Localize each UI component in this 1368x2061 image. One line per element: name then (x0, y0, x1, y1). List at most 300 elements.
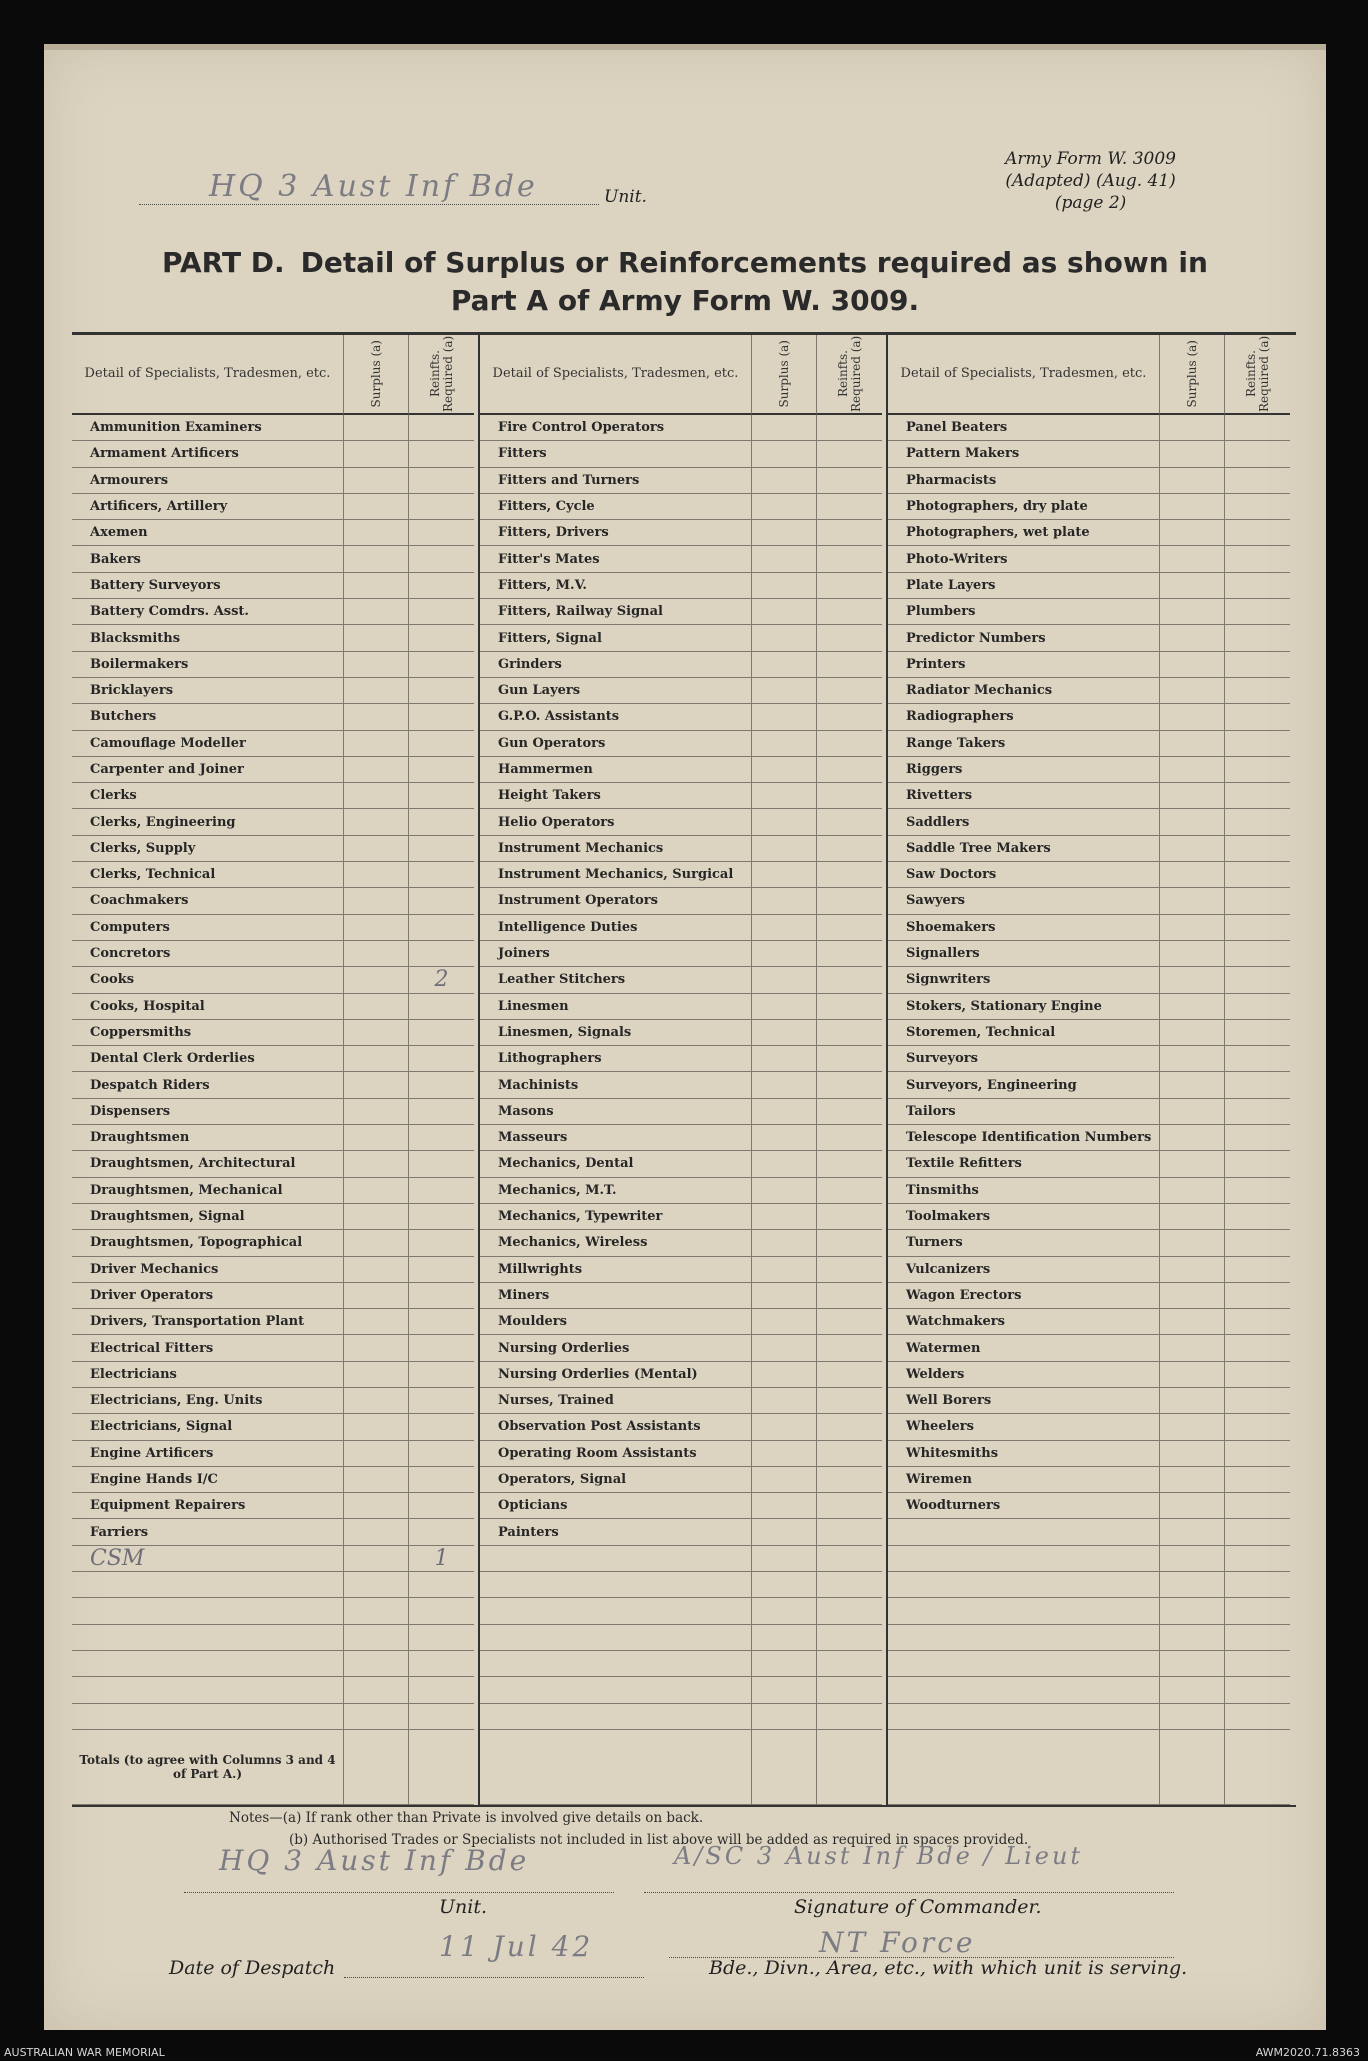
reinforcements-cell[interactable] (817, 731, 882, 757)
reinforcements-cell[interactable] (409, 1414, 474, 1440)
blank-entry-cell[interactable] (1225, 1546, 1290, 1572)
added-trade-name[interactable]: CSM (72, 1546, 344, 1572)
surplus-cell[interactable] (344, 441, 409, 467)
reinforcements-cell[interactable] (1225, 599, 1290, 625)
reinforcements-cell[interactable] (817, 704, 882, 730)
reinforcements-cell[interactable] (817, 415, 882, 441)
reinforcements-cell[interactable] (1225, 494, 1290, 520)
surplus-cell[interactable] (752, 652, 817, 678)
surplus-cell[interactable] (1160, 1099, 1225, 1125)
surplus-cell[interactable] (344, 862, 409, 888)
surplus-cell[interactable] (752, 731, 817, 757)
surplus-cell[interactable] (1160, 915, 1225, 941)
surplus-cell[interactable] (344, 967, 409, 993)
reinforcements-cell[interactable] (1225, 1151, 1290, 1177)
reinforcements-cell[interactable] (409, 862, 474, 888)
surplus-cell[interactable] (344, 1257, 409, 1283)
blank-entry-cell[interactable] (344, 1625, 409, 1651)
reinforcements-cell[interactable] (1225, 1388, 1290, 1414)
reinforcements-cell[interactable] (409, 994, 474, 1020)
surplus-cell[interactable] (1160, 1441, 1225, 1467)
surplus-cell[interactable] (752, 1020, 817, 1046)
reinforcements-cell[interactable] (1225, 1125, 1290, 1151)
blank-entry-cell[interactable] (480, 1598, 752, 1624)
surplus-cell[interactable] (752, 704, 817, 730)
surplus-cell[interactable] (752, 836, 817, 862)
reinforcements-cell[interactable] (409, 1309, 474, 1335)
totals-required[interactable] (817, 1730, 882, 1805)
reinforcements-cell[interactable] (1225, 915, 1290, 941)
blank-entry-cell[interactable] (344, 1651, 409, 1677)
reinforcements-cell[interactable] (817, 1388, 882, 1414)
surplus-cell[interactable] (1160, 1020, 1225, 1046)
surplus-cell[interactable] (1160, 967, 1225, 993)
reinforcements-cell[interactable] (1225, 520, 1290, 546)
reinforcements-cell[interactable] (1225, 783, 1290, 809)
reinforcements-cell[interactable] (817, 625, 882, 651)
surplus-cell[interactable] (344, 1204, 409, 1230)
reinforcements-cell[interactable] (1225, 757, 1290, 783)
blank-entry-cell[interactable] (888, 1572, 1160, 1598)
surplus-cell[interactable] (344, 573, 409, 599)
blank-entry-cell[interactable] (888, 1546, 1160, 1572)
surplus-cell[interactable] (344, 888, 409, 914)
surplus-cell[interactable] (344, 546, 409, 572)
surplus-cell[interactable] (1160, 1204, 1225, 1230)
reinforcements-cell[interactable] (1225, 1441, 1290, 1467)
reinforcements-cell[interactable] (409, 1046, 474, 1072)
reinforcements-cell[interactable] (817, 1020, 882, 1046)
surplus-cell[interactable] (752, 468, 817, 494)
reinforcements-cell[interactable] (1225, 1046, 1290, 1072)
reinforcements-cell[interactable] (1225, 415, 1290, 441)
reinforcements-cell[interactable] (1225, 1283, 1290, 1309)
blank-entry-cell[interactable] (752, 1651, 817, 1677)
blank-entry-cell[interactable] (72, 1572, 344, 1598)
reinforcements-cell[interactable] (409, 1493, 474, 1519)
reinforcements-cell[interactable] (409, 678, 474, 704)
blank-entry-cell[interactable] (72, 1704, 344, 1730)
surplus-cell[interactable] (344, 599, 409, 625)
blank-entry-cell[interactable] (752, 1598, 817, 1624)
reinforcements-cell[interactable] (409, 1125, 474, 1151)
reinforcements-cell[interactable] (817, 1072, 882, 1098)
reinforcements-cell[interactable] (817, 1230, 882, 1256)
surplus-cell[interactable] (344, 1230, 409, 1256)
surplus-cell[interactable] (344, 1519, 409, 1545)
reinforcements-cell[interactable] (409, 599, 474, 625)
blank-entry-cell[interactable] (72, 1598, 344, 1624)
surplus-cell[interactable] (752, 1257, 817, 1283)
blank-entry-cell[interactable] (817, 1546, 882, 1572)
blank-entry-cell[interactable] (480, 1625, 752, 1651)
surplus-cell[interactable] (1160, 652, 1225, 678)
blank-entry-cell[interactable] (817, 1625, 882, 1651)
reinforcements-cell[interactable] (409, 1204, 474, 1230)
surplus-cell[interactable] (344, 1493, 409, 1519)
blank-entry-cell[interactable] (1160, 1598, 1225, 1624)
reinforcements-cell[interactable] (409, 1362, 474, 1388)
reinforcements-cell[interactable] (409, 1335, 474, 1361)
reinforcements-cell[interactable] (409, 1441, 474, 1467)
surplus-cell[interactable] (752, 1125, 817, 1151)
surplus-cell[interactable] (1160, 1335, 1225, 1361)
blank-entry-cell[interactable] (344, 1704, 409, 1730)
surplus-cell[interactable] (752, 1283, 817, 1309)
totals-surplus[interactable] (752, 1730, 817, 1805)
surplus-cell[interactable] (1160, 520, 1225, 546)
surplus-cell[interactable] (752, 1362, 817, 1388)
surplus-cell[interactable] (1160, 1283, 1225, 1309)
reinforcements-cell[interactable] (1225, 704, 1290, 730)
reinforcements-cell[interactable] (409, 757, 474, 783)
blank-entry-cell[interactable] (1225, 1625, 1290, 1651)
surplus-cell[interactable] (1160, 625, 1225, 651)
surplus-cell[interactable] (344, 468, 409, 494)
blank-entry-cell[interactable] (888, 1704, 1160, 1730)
surplus-cell[interactable] (344, 1020, 409, 1046)
blank-entry-cell[interactable] (888, 1625, 1160, 1651)
blank-entry-cell[interactable] (72, 1677, 344, 1703)
blank-entry-cell[interactable] (817, 1572, 882, 1598)
blank-entry-cell[interactable] (409, 1677, 474, 1703)
reinforcements-cell[interactable] (1225, 1099, 1290, 1125)
surplus-cell[interactable] (1160, 1388, 1225, 1414)
reinforcements-cell[interactable] (409, 1230, 474, 1256)
surplus-cell[interactable] (1160, 1309, 1225, 1335)
surplus-cell[interactable] (344, 783, 409, 809)
reinforcements-cell[interactable] (817, 1335, 882, 1361)
surplus-cell[interactable] (752, 1309, 817, 1335)
totals-required[interactable] (409, 1730, 474, 1805)
surplus-cell[interactable] (752, 941, 817, 967)
surplus-cell[interactable] (344, 731, 409, 757)
surplus-cell[interactable] (344, 1441, 409, 1467)
reinforcements-cell[interactable] (817, 1309, 882, 1335)
reinforcements-cell[interactable] (817, 1046, 882, 1072)
reinforcements-cell[interactable] (817, 1151, 882, 1177)
reinforcements-cell[interactable] (1225, 1178, 1290, 1204)
surplus-cell[interactable] (344, 1414, 409, 1440)
surplus-cell[interactable] (344, 1467, 409, 1493)
reinforcements-cell[interactable] (409, 520, 474, 546)
surplus-cell[interactable] (752, 994, 817, 1020)
surplus-cell[interactable] (344, 1388, 409, 1414)
reinforcements-cell[interactable] (817, 1441, 882, 1467)
reinforcements-cell[interactable] (409, 468, 474, 494)
reinforcements-cell[interactable] (409, 573, 474, 599)
reinforcements-cell[interactable] (1225, 862, 1290, 888)
surplus-cell[interactable] (752, 1335, 817, 1361)
reinforcements-cell[interactable] (1225, 1020, 1290, 1046)
surplus-cell[interactable] (752, 783, 817, 809)
surplus-cell[interactable] (1160, 1151, 1225, 1177)
reinforcements-cell[interactable] (409, 441, 474, 467)
blank-entry-cell[interactable] (752, 1677, 817, 1703)
surplus-cell[interactable] (1160, 836, 1225, 862)
surplus-cell[interactable] (344, 994, 409, 1020)
blank-entry-cell[interactable] (817, 1598, 882, 1624)
reinforcements-cell[interactable] (817, 678, 882, 704)
surplus-cell[interactable] (1160, 941, 1225, 967)
reinforcements-cell[interactable] (409, 1467, 474, 1493)
surplus-cell[interactable] (344, 757, 409, 783)
surplus-cell[interactable] (752, 1493, 817, 1519)
reinforcements-cell[interactable]: 2 (409, 967, 474, 993)
blank-entry-cell[interactable] (409, 1598, 474, 1624)
reinforcements-cell[interactable] (1225, 1467, 1290, 1493)
surplus-cell[interactable] (752, 1467, 817, 1493)
surplus-cell[interactable] (752, 415, 817, 441)
surplus-cell[interactable] (752, 1388, 817, 1414)
reinforcements-cell[interactable] (1225, 1309, 1290, 1335)
reinforcements-cell[interactable] (817, 1204, 882, 1230)
surplus-cell[interactable] (344, 1362, 409, 1388)
reinforcements-cell[interactable] (1225, 809, 1290, 835)
surplus-cell[interactable] (752, 1099, 817, 1125)
blank-entry-cell[interactable] (480, 1704, 752, 1730)
surplus-cell[interactable] (1160, 994, 1225, 1020)
surplus-cell[interactable] (752, 757, 817, 783)
reinforcements-cell[interactable] (1225, 888, 1290, 914)
surplus-cell[interactable] (344, 915, 409, 941)
reinforcements-cell[interactable] (1225, 546, 1290, 572)
reinforcements-cell[interactable] (817, 599, 882, 625)
surplus-cell[interactable] (1160, 809, 1225, 835)
reinforcements-cell[interactable] (817, 862, 882, 888)
blank-entry-cell[interactable] (480, 1572, 752, 1598)
blank-entry-cell[interactable] (888, 1677, 1160, 1703)
surplus-cell[interactable] (344, 652, 409, 678)
surplus-cell[interactable] (344, 1099, 409, 1125)
reinforcements-cell[interactable] (817, 967, 882, 993)
surplus-cell[interactable] (344, 1046, 409, 1072)
surplus-cell[interactable] (1160, 1519, 1225, 1545)
reinforcements-cell[interactable] (409, 546, 474, 572)
reinforcements-cell[interactable] (1225, 441, 1290, 467)
surplus-cell[interactable] (344, 625, 409, 651)
reinforcements-cell[interactable] (817, 494, 882, 520)
reinforcements-cell[interactable] (1225, 1414, 1290, 1440)
surplus-cell[interactable] (752, 862, 817, 888)
blank-entry-cell[interactable] (409, 1572, 474, 1598)
reinforcements-cell[interactable] (817, 1283, 882, 1309)
reinforcements-cell[interactable] (817, 1467, 882, 1493)
blank-entry-cell[interactable] (817, 1677, 882, 1703)
surplus-cell[interactable] (752, 1178, 817, 1204)
surplus-cell[interactable] (752, 1072, 817, 1098)
reinforcements-cell[interactable] (1225, 967, 1290, 993)
surplus-cell[interactable] (344, 415, 409, 441)
surplus-cell[interactable] (1160, 1046, 1225, 1072)
reinforcements-cell[interactable] (817, 1362, 882, 1388)
surplus-cell[interactable] (1160, 1257, 1225, 1283)
reinforcements-cell[interactable] (817, 836, 882, 862)
blank-entry-cell[interactable] (344, 1677, 409, 1703)
surplus-cell[interactable] (1160, 415, 1225, 441)
surplus-cell[interactable] (1160, 757, 1225, 783)
surplus-cell[interactable] (752, 967, 817, 993)
reinforcements-cell[interactable] (817, 757, 882, 783)
blank-entry-cell[interactable] (752, 1625, 817, 1651)
surplus-cell[interactable] (1160, 573, 1225, 599)
surplus-cell[interactable] (752, 678, 817, 704)
reinforcements-cell[interactable] (817, 441, 882, 467)
surplus-cell[interactable] (1160, 704, 1225, 730)
reinforcements-cell[interactable] (1225, 836, 1290, 862)
blank-entry-cell[interactable] (1160, 1546, 1225, 1572)
blank-entry-cell[interactable] (480, 1651, 752, 1677)
surplus-cell[interactable] (752, 546, 817, 572)
blank-entry-cell[interactable] (888, 1651, 1160, 1677)
surplus-cell[interactable] (344, 704, 409, 730)
reinforcements-cell[interactable] (409, 1020, 474, 1046)
reinforcements-cell[interactable] (1225, 625, 1290, 651)
reinforcements-cell[interactable] (817, 783, 882, 809)
reinforcements-cell[interactable] (817, 1493, 882, 1519)
reinforcements-cell[interactable] (817, 1257, 882, 1283)
surplus-cell[interactable] (1160, 599, 1225, 625)
surplus-cell[interactable] (1160, 1072, 1225, 1098)
blank-entry-cell[interactable] (1225, 1651, 1290, 1677)
totals-required[interactable] (1225, 1730, 1290, 1805)
reinforcements-cell[interactable] (409, 1388, 474, 1414)
surplus-cell[interactable] (344, 809, 409, 835)
surplus-cell[interactable] (1160, 1467, 1225, 1493)
surplus-cell[interactable] (344, 1072, 409, 1098)
blank-entry-cell[interactable] (1225, 1677, 1290, 1703)
surplus-cell[interactable] (344, 1283, 409, 1309)
reinforcements-cell[interactable] (409, 625, 474, 651)
reinforcements-cell[interactable] (817, 941, 882, 967)
blank-entry-cell[interactable] (888, 1598, 1160, 1624)
reinforcements-cell[interactable] (409, 941, 474, 967)
blank-entry-cell[interactable] (409, 1704, 474, 1730)
surplus-cell[interactable] (1160, 546, 1225, 572)
surplus-cell[interactable] (752, 1519, 817, 1545)
surplus-cell[interactable] (752, 625, 817, 651)
reinforcements-cell[interactable] (1225, 678, 1290, 704)
surplus-cell[interactable] (752, 1414, 817, 1440)
blank-entry-cell[interactable] (1225, 1704, 1290, 1730)
reinforcements-cell[interactable] (409, 888, 474, 914)
reinforcements-cell[interactable] (817, 652, 882, 678)
surplus-cell[interactable] (1160, 1125, 1225, 1151)
reinforcements-cell[interactable] (1225, 652, 1290, 678)
surplus-cell[interactable] (1160, 1178, 1225, 1204)
reinforcements-cell[interactable] (1225, 1362, 1290, 1388)
reinforcements-cell[interactable] (409, 809, 474, 835)
surplus-cell[interactable] (344, 1178, 409, 1204)
reinforcements-cell[interactable] (1225, 731, 1290, 757)
reinforcements-cell[interactable] (1225, 468, 1290, 494)
surplus-cell[interactable] (752, 809, 817, 835)
reinforcements-cell[interactable] (409, 1283, 474, 1309)
reinforcements-cell[interactable] (409, 1151, 474, 1177)
surplus-cell[interactable] (344, 836, 409, 862)
surplus-cell[interactable] (1160, 1414, 1225, 1440)
reinforcements-cell[interactable] (409, 1072, 474, 1098)
surplus-cell[interactable] (344, 494, 409, 520)
reinforcements-cell[interactable] (817, 468, 882, 494)
reinforcements-cell[interactable] (817, 888, 882, 914)
reinforcements-cell[interactable] (409, 494, 474, 520)
reinforcements-cell[interactable] (817, 1414, 882, 1440)
reinforcements-cell[interactable] (409, 1257, 474, 1283)
surplus-cell[interactable] (752, 599, 817, 625)
blank-entry-cell[interactable] (1160, 1677, 1225, 1703)
reinforcements-cell[interactable] (409, 836, 474, 862)
surplus-cell[interactable] (752, 1441, 817, 1467)
reinforcements-cell[interactable] (409, 731, 474, 757)
reinforcements-cell[interactable] (817, 573, 882, 599)
surplus-cell[interactable] (1160, 1493, 1225, 1519)
surplus-cell[interactable] (344, 1125, 409, 1151)
blank-entry-cell[interactable] (752, 1704, 817, 1730)
reinforcements-cell[interactable] (409, 1099, 474, 1125)
totals-surplus[interactable] (1160, 1730, 1225, 1805)
blank-entry-cell[interactable] (480, 1677, 752, 1703)
surplus-cell[interactable] (1160, 494, 1225, 520)
reinforcements-cell[interactable] (817, 809, 882, 835)
reinforcements-cell[interactable] (409, 783, 474, 809)
surplus-cell[interactable] (1160, 468, 1225, 494)
surplus-cell[interactable] (344, 520, 409, 546)
surplus-cell[interactable] (1160, 731, 1225, 757)
blank-entry-cell[interactable] (1225, 1572, 1290, 1598)
reinforcements-cell[interactable] (817, 1178, 882, 1204)
blank-entry-cell[interactable] (409, 1651, 474, 1677)
blank-entry-cell[interactable] (480, 1546, 752, 1572)
surplus-cell[interactable] (752, 915, 817, 941)
reinforcements-cell[interactable] (1225, 1230, 1290, 1256)
reinforcements-cell[interactable] (1225, 1335, 1290, 1361)
blank-entry-cell[interactable] (817, 1704, 882, 1730)
added-trade-required[interactable]: 1 (409, 1546, 474, 1572)
reinforcements-cell[interactable] (409, 704, 474, 730)
blank-entry-cell[interactable] (409, 1625, 474, 1651)
surplus-cell[interactable] (752, 573, 817, 599)
reinforcements-cell[interactable] (1225, 573, 1290, 599)
surplus-cell[interactable] (1160, 1362, 1225, 1388)
surplus-cell[interactable] (344, 1309, 409, 1335)
reinforcements-cell[interactable] (817, 1519, 882, 1545)
reinforcements-cell[interactable] (1225, 1204, 1290, 1230)
surplus-cell[interactable] (752, 1046, 817, 1072)
surplus-cell[interactable] (344, 678, 409, 704)
surplus-cell[interactable] (752, 1230, 817, 1256)
blank-entry-cell[interactable] (344, 1598, 409, 1624)
reinforcements-cell[interactable] (817, 546, 882, 572)
reinforcements-cell[interactable] (1225, 1519, 1290, 1545)
totals-surplus[interactable] (344, 1730, 409, 1805)
reinforcements-cell[interactable] (409, 915, 474, 941)
blank-entry-cell[interactable] (1160, 1704, 1225, 1730)
surplus-cell[interactable] (1160, 678, 1225, 704)
reinforcements-cell[interactable] (817, 915, 882, 941)
surplus-cell[interactable] (752, 1151, 817, 1177)
blank-entry-cell[interactable] (1160, 1572, 1225, 1598)
reinforcements-cell[interactable] (817, 1099, 882, 1125)
reinforcements-cell[interactable] (1225, 1257, 1290, 1283)
surplus-cell[interactable] (1160, 862, 1225, 888)
reinforcements-cell[interactable] (409, 1519, 474, 1545)
blank-entry-cell[interactable] (72, 1625, 344, 1651)
reinforcements-cell[interactable] (817, 1125, 882, 1151)
reinforcements-cell[interactable] (1225, 1493, 1290, 1519)
blank-entry-cell[interactable] (344, 1572, 409, 1598)
surplus-cell[interactable] (344, 1335, 409, 1361)
